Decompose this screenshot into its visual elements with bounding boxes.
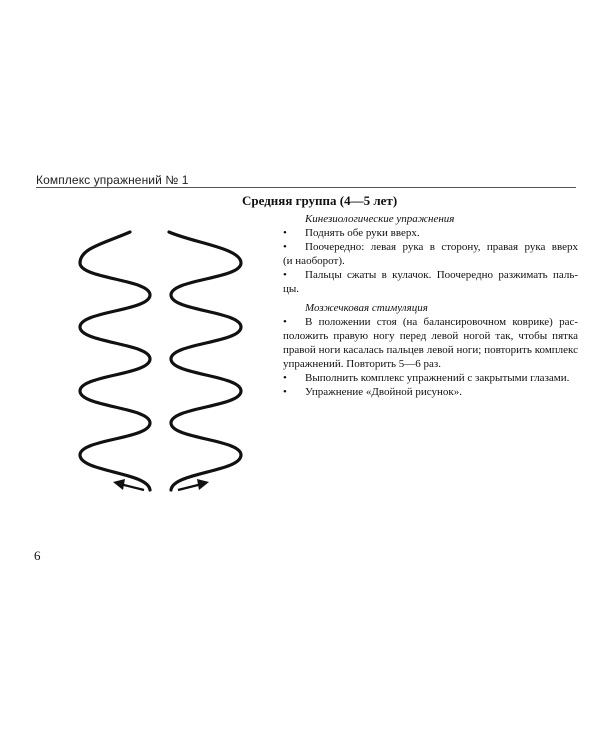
cerebellar-heading: Мозжечковая стимуляция [305, 302, 428, 314]
list-item-text: В положении стоя (на балансировочном коврике) рас- [305, 316, 578, 328]
list-item-text: Поочередно: левая рука в сторону, правая рука вверх [305, 241, 578, 253]
bullet-icon: • [283, 372, 287, 384]
bullet-icon: • [283, 386, 287, 398]
list-item-text: Упражнение «Двойной рисунок». [305, 386, 463, 398]
list-item [283, 371, 578, 385]
list-item [283, 226, 578, 240]
bullet-icon: • [283, 316, 287, 328]
list-item-text-continued: (и наоборот). [283, 255, 345, 267]
page-number: 6 [34, 548, 41, 563]
bullet-icon: • [283, 227, 287, 239]
bullet-icon: • [283, 269, 287, 281]
header-title: Комплекс упражнений № 1 [36, 173, 189, 187]
list-item [283, 268, 578, 296]
list-item-text: Выполнить комплекс упражнений с закрытыми глазами. [305, 372, 570, 384]
left-wave-line [80, 232, 150, 490]
cerebellar-block [283, 301, 578, 399]
list-item-text-continued: упражнений. Повторить 5—6 раз. [283, 358, 442, 370]
list-item-text: Поднять обе руки вверх. [305, 227, 420, 239]
kinesiological-block [283, 212, 578, 296]
list-item-text: Пальцы сжаты в кулачок. Поочередно разжимать паль- [305, 269, 578, 281]
list-item-text-continued: правой ноги касалась пальцев левой ноги; повторить комплекс [283, 344, 578, 356]
section-title: Средняя группа (4—5 лет) [242, 193, 398, 208]
list-item [283, 240, 578, 268]
kinesiological-heading: Кинезиологические упражнения [305, 213, 455, 225]
right-wave-line [169, 232, 241, 490]
list-item-text-continued: цы. [283, 283, 300, 295]
list-item-text-continued: положить правую ногу перед левой ногой так, чтобы пятка [283, 330, 578, 342]
list-item [283, 385, 578, 399]
bullet-icon: • [283, 241, 287, 253]
list-item [283, 315, 578, 371]
